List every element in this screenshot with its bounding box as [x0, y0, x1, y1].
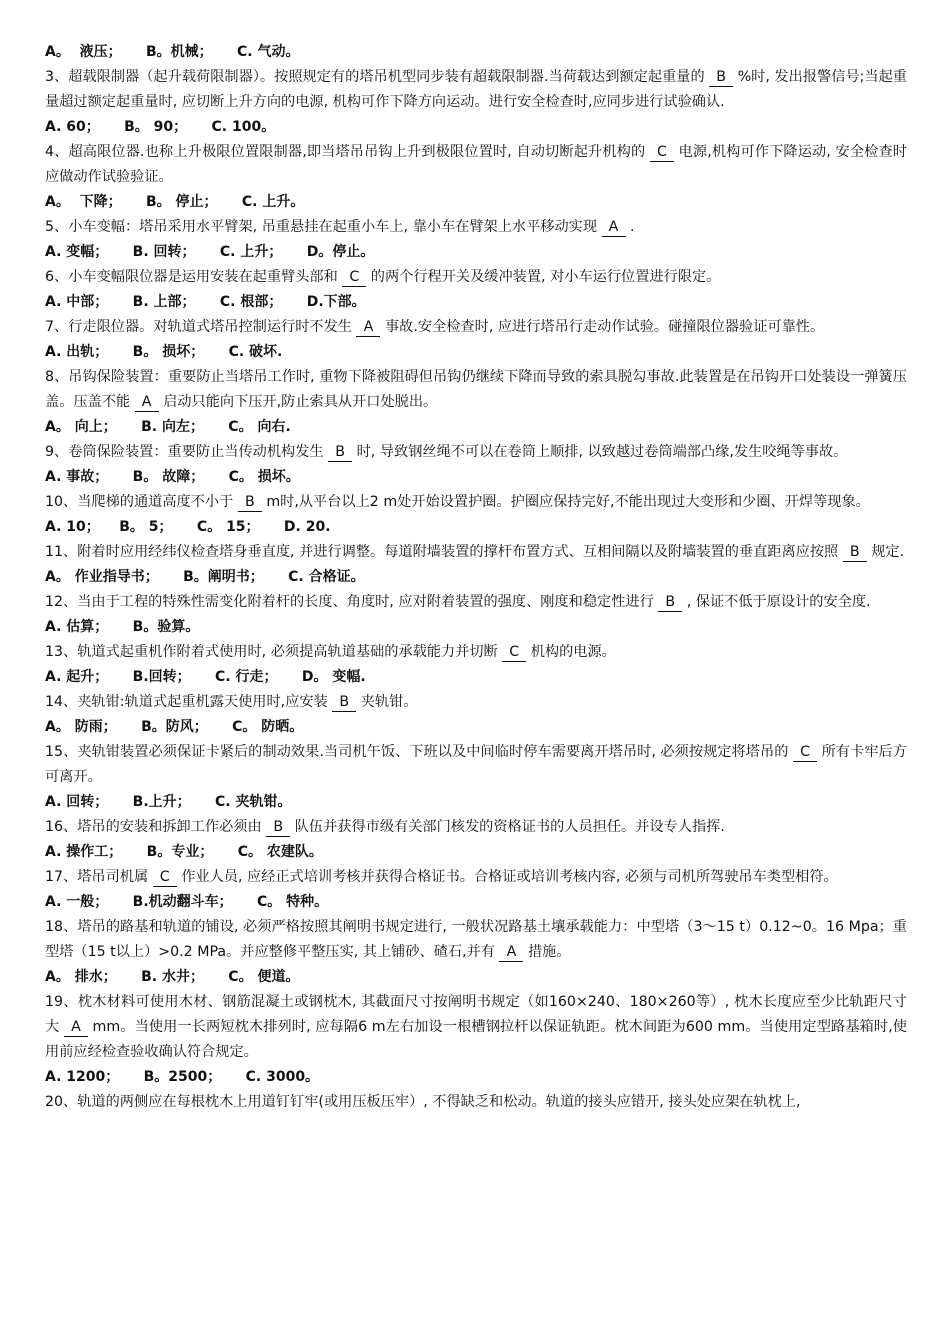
- question-text: [45, 815, 907, 840]
- question-fragment: 机构的电源。: [526, 644, 616, 660]
- question-text: [45, 590, 907, 615]
- answer-blank: B: [266, 819, 290, 837]
- question-fragment: 15、夹轨钳装置必须保证卡紧后的制动效果.当司机午饭、下班以及中间临时停车需要离开塔吊时, 必须按规定将塔吊的: [45, 744, 794, 760]
- question-text: [45, 265, 907, 290]
- question-fragment: mm。当使用一长两短枕木排列时, 应每隔6 m左右加设一根槽钢拉杆以保证轨距。枕木间距为600 mm。当使用定型路基箱时,使用前应经检查验收确认符合规定。: [45, 1019, 907, 1060]
- question-fragment: 规定.: [866, 544, 905, 560]
- answer-blank: B: [709, 69, 733, 87]
- question-fragment: 所有卡牢后方可离开。: [45, 744, 907, 785]
- question-fragment: 8、吊钩保险装置：重要防止当塔吊工作时, 重物下降被阻碍但吊钩仍继续下降而导致的索具脱勾事故.此装置是在吊钩开口处装设一弹簧压盖。压盖不能: [45, 369, 907, 410]
- answer-blank: A: [135, 394, 159, 412]
- question-fragment: 9、卷筒保险装置：重要防止当传动机构发生: [45, 444, 329, 460]
- question-text: [45, 215, 907, 240]
- question-fragment: 14、夹轨钳:轨道式起重机露天使用时,应安装: [45, 694, 333, 710]
- question-fragment: m时,从平台以上2 m处开始设置护圈。护圈应保持完好,不能出现过大变形和少圈、开焊等现象。: [261, 494, 870, 510]
- answer-options: A. 出轨； B。 损坏； C. 破坏.: [45, 344, 283, 360]
- answer-blank: A: [602, 219, 626, 237]
- question-text: [45, 490, 907, 515]
- answer-options: A. 变幅； B. 回转； C. 上升； D。停止。: [45, 244, 375, 260]
- question-fragment: 措施。: [523, 944, 571, 960]
- question-fragment: 队伍并获得市级有关部门核发的资格证书的人员担任。并设专人指挥.: [290, 819, 725, 835]
- question-fragment: , 保证不低于原设计的安全度.: [682, 594, 871, 610]
- answer-blank: C: [153, 869, 177, 887]
- question-fragment: 3、超载限制器（起升载荷限制器）。按照规定有的塔吊机型同步装有超载限制器.当荷载达到额定起重量的: [45, 69, 710, 85]
- question-fragment: 11、附着时应用经纬仪检查塔身垂直度, 并进行调整。每道附墙装置的撑杆布置方式、互相间隔以及附墙装置的垂直距离应按照: [45, 544, 843, 560]
- answer-options: A。 下降； B。 停止； C. 上升。: [45, 194, 305, 210]
- answer-blank: C: [650, 144, 674, 162]
- question-fragment: 20、轨道的两侧应在每根枕木上用道钉钉牢(或用压板压牢）, 不得缺乏和松动。轨道的接头应错开, 接头处应架在轨枕上,: [45, 1094, 801, 1110]
- answer-options: A. 估算； B。验算。: [45, 619, 200, 635]
- question-fragment: 启动只能向下压开,防止索具从开口处脱出。: [158, 394, 438, 410]
- answer-blank: C: [793, 744, 817, 762]
- answer-options: A。 防雨； B。防风； C。 防晒。: [45, 719, 304, 735]
- answer-options: A。 液压； B。机械； C. 气动。: [45, 44, 300, 60]
- question-text: [45, 315, 907, 340]
- question-text: [45, 540, 907, 565]
- question-text: [45, 1090, 907, 1115]
- answer-options: A。 排水； B. 水井； C。 便道。: [45, 969, 300, 985]
- answer-options: A. 回转； B.上升； C. 夹轨钳。: [45, 794, 292, 810]
- question-fragment: 19、枕木材料可使用木材、钢筋混凝土或钢枕木, 其截面尺寸按阐明书规定（如160×240、180×260等）, 枕木长度应至少比轨距尺寸大: [45, 994, 907, 1035]
- question-fragment: 事故.安全检查时, 应进行塔吊行走动作试验。碰撞限位器验证可靠性。: [380, 319, 825, 335]
- answer-options: A. 操作工； B。专业； C。 农建队。: [45, 844, 323, 860]
- answer-blank: B: [843, 544, 867, 562]
- question-fragment: 13、轨道式起重机作附着式使用时, 必须提高轨道基础的承载能力并切断: [45, 644, 503, 660]
- question-fragment: 时, 导致钢丝绳不可以在卷筒上顺排, 以致越过卷筒端部凸缘,发生咬绳等事故。: [352, 444, 848, 460]
- answer-blank: C: [342, 269, 366, 287]
- answer-blank: A: [64, 1019, 88, 1037]
- answer-options: A. 起升； B.回转； C. 行走； D。 变幅.: [45, 669, 366, 685]
- question-fragment: 7、行走限位器。对轨道式塔吊控制运行时不发生: [45, 319, 357, 335]
- answer-options: A. 中部； B. 上部； C. 根部； D.下部。: [45, 294, 366, 310]
- question-text: [45, 865, 907, 890]
- question-fragment: 6、小车变幅限位器是运用安装在起重臂头部和: [45, 269, 343, 285]
- question-text: [45, 140, 907, 190]
- answer-blank: B: [658, 594, 682, 612]
- answer-options: A. 60； B。 90； C. 100。: [45, 119, 276, 135]
- question-text: [45, 990, 907, 1065]
- question-fragment: 17、塔吊司机属: [45, 869, 153, 885]
- answer-options: A. 1200； B。2500； C. 3000。: [45, 1069, 320, 1085]
- question-fragment: 16、塔吊的安装和拆卸工作必须由: [45, 819, 267, 835]
- question-fragment: 4、超高限位器.也称上升极限位置限制器,即当塔吊吊钩上升到极限位置时, 自动切断起升机构的: [45, 144, 650, 160]
- question-fragment: 作业人员, 应经正式培训考核并获得合格证书。合格证或培训考核内容, 必须与司机所驾驶吊车类型相符。: [176, 869, 838, 885]
- question-text: [45, 690, 907, 715]
- answer-blank: B: [332, 694, 356, 712]
- answer-options: A. 事故； B。 故障； C。 损坏。: [45, 469, 300, 485]
- question-text: [45, 65, 907, 115]
- question-fragment: 电源,机构可作下降运动, 安全检查时应做动作试验验证。: [45, 144, 907, 185]
- answer-blank: A: [499, 944, 523, 962]
- answer-options: A。 向上； B. 向左； C。 向右.: [45, 419, 291, 435]
- answer-options: A. 10； B。 5； C。 15； D. 20.: [45, 519, 331, 535]
- question-fragment: 10、当爬梯的通道高度不小于: [45, 494, 238, 510]
- question-text: [45, 365, 907, 415]
- question-fragment: %时, 发出报警信号;当起重量超过额定起重量时, 应切断上升方向的电源, 机构可作下降方向运动。进行安全检查时,应同步进行试验确认.: [45, 69, 907, 110]
- answer-options: A. 一般； B.机动翻斗车； C。 特种。: [45, 894, 329, 910]
- answer-blank: B: [328, 444, 352, 462]
- question-text: [45, 640, 907, 665]
- answer-blank: B: [238, 494, 262, 512]
- question-text: [45, 740, 907, 790]
- question-fragment: 夹轨钳。: [356, 694, 418, 710]
- answer-blank: C: [502, 644, 526, 662]
- question-fragment: .: [625, 219, 635, 235]
- answer-options: A。 作业指导书； B。阐明书； C. 合格证。: [45, 569, 365, 585]
- question-fragment: 12、当由于工程的特殊性需变化附着杆的长度、角度时, 应对附着装置的强度、刚度和稳定性进行: [45, 594, 659, 610]
- question-text: [45, 915, 907, 965]
- document-body: [45, 40, 907, 1115]
- answer-blank: A: [356, 319, 380, 337]
- question-fragment: 5、小车变幅：塔吊采用水平臂架, 吊重悬挂在起重小车上, 靠小车在臂架上水平移动实现: [45, 219, 602, 235]
- question-text: [45, 440, 907, 465]
- question-fragment: 18、塔吊的路基和轨道的铺设, 必须严格按照其阐明书规定进行, 一般状况路基土壤承载能力：中型塔（3～15 t）0.12~0。16 Mpa；重型塔（15 t以上）>0.2 MPa。并应整修平整压实, 其上铺砂、碴石,并有: [45, 919, 907, 960]
- question-fragment: 的两个行程开关及缓冲装置, 对小车运行位置进行限定。: [366, 269, 721, 285]
